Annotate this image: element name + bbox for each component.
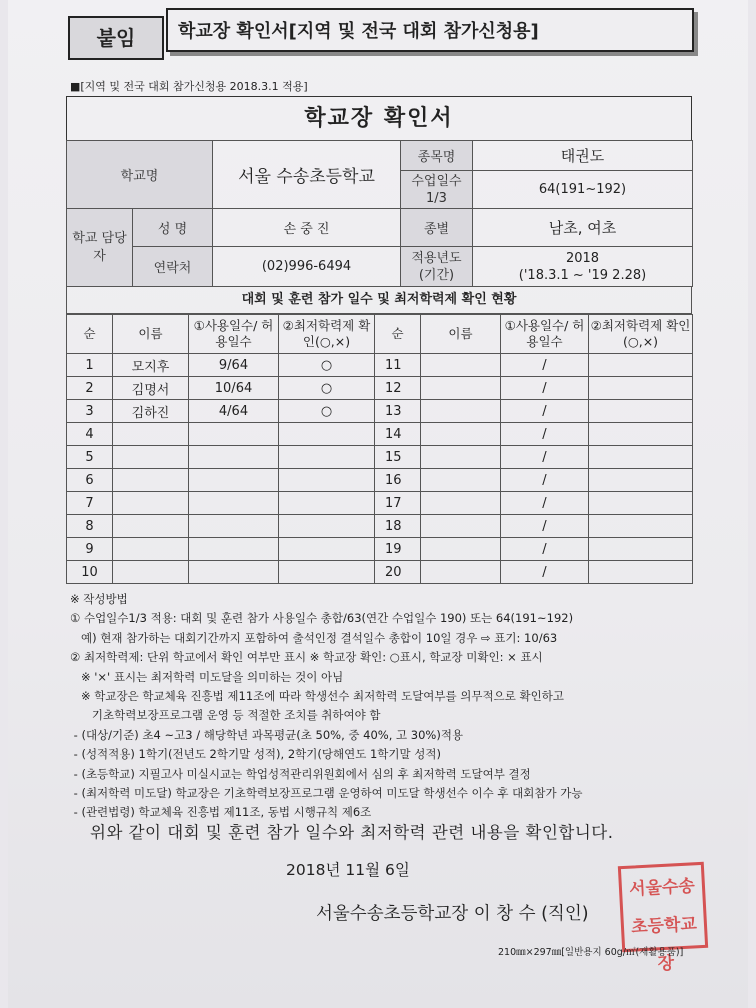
year-value: 2018 bbox=[565, 250, 600, 266]
table-row bbox=[67, 354, 693, 377]
row-number: 10 bbox=[67, 561, 113, 584]
attachment-tag: 붙임 bbox=[68, 16, 164, 60]
used-days bbox=[189, 492, 279, 515]
academic-check bbox=[589, 423, 693, 446]
event-label: 종목명 bbox=[401, 141, 473, 171]
official-seal bbox=[618, 862, 708, 975]
header-days: ①사용일수/ 허용일수 bbox=[189, 315, 279, 354]
student-name bbox=[421, 515, 501, 538]
row-number: 6 bbox=[67, 469, 113, 492]
row-number: 3 bbox=[67, 400, 113, 423]
confirmation-statement: 위와 같이 대회 및 훈련 참가 일수와 최저학력 관련 내용을 확인합니다. bbox=[90, 823, 614, 842]
student-name: 김명서 bbox=[113, 377, 189, 400]
student-name bbox=[421, 423, 501, 446]
table-row bbox=[67, 561, 693, 584]
instruction-line: ※ 학교장은 학교체육 진흥법 제11조에 따라 학생선수 최저학력 도달여부를 의무적으로 확인하고 bbox=[70, 689, 564, 704]
header-name: 이름 bbox=[113, 315, 189, 354]
used-days: / bbox=[501, 423, 589, 446]
days-label: 수업일수 1/3 bbox=[401, 171, 473, 209]
academic-check bbox=[589, 377, 693, 400]
contact-label: 연락처 bbox=[133, 247, 213, 287]
table-row bbox=[67, 377, 693, 400]
header-check: ②최저학력제 확인(○,×) bbox=[589, 315, 693, 354]
student-name bbox=[113, 492, 189, 515]
student-name bbox=[113, 515, 189, 538]
year-cell bbox=[473, 247, 693, 287]
student-name bbox=[421, 469, 501, 492]
student-name bbox=[421, 400, 501, 423]
used-days: / bbox=[501, 492, 589, 515]
table-row bbox=[67, 400, 693, 423]
contact-value: (02)996-6494 bbox=[213, 247, 401, 287]
used-days: 4/64 bbox=[189, 400, 279, 423]
info-table bbox=[66, 140, 693, 287]
student-name bbox=[421, 354, 501, 377]
student-name bbox=[113, 561, 189, 584]
row-number: 2 bbox=[67, 377, 113, 400]
student-name: 김하진 bbox=[113, 400, 189, 423]
table-row bbox=[67, 469, 693, 492]
instruction-line: 기초학력보장프로그램 운영 등 적절한 조치를 취하여야 함 bbox=[70, 708, 381, 723]
academic-check bbox=[279, 423, 375, 446]
header-no: 순 bbox=[375, 315, 421, 354]
academic-check bbox=[279, 561, 375, 584]
instruction-line: - (초등학교) 지필고사 미실시교는 학업성적관리위원회에서 심의 후 최저학력 도달여부 결정 bbox=[70, 766, 531, 781]
instruction-line: - (최저학력 미도달) 학교장은 기초학력보장프로그램 운영하여 미도달 학생선수 이수 후 대회참가 가능 bbox=[70, 786, 583, 801]
type-value: 남초, 여초 bbox=[473, 209, 693, 247]
instruction-line: - (관련법령) 학교체육 진흥법 제11조, 동법 시행규칙 제6조 bbox=[70, 805, 372, 820]
event-value: 태권도 bbox=[473, 141, 693, 171]
row-number: 9 bbox=[67, 538, 113, 561]
instruction-line: ※ '×' 표시는 최저학력 미도달을 의미하는 것이 아님 bbox=[70, 669, 344, 684]
academic-check: ○ bbox=[279, 377, 375, 400]
school-label: 학교명 bbox=[67, 141, 213, 209]
instruction-line: - (대상/기준) 초4 ~고3 / 해당학년 과목평균(초 50%, 중 40%, 고 30%)적용 bbox=[70, 727, 464, 742]
academic-check bbox=[589, 515, 693, 538]
used-days: / bbox=[501, 446, 589, 469]
academic-check bbox=[279, 515, 375, 538]
used-days: 10/64 bbox=[189, 377, 279, 400]
used-days: / bbox=[501, 515, 589, 538]
row-number: 19 bbox=[375, 538, 421, 561]
participation-table bbox=[66, 314, 693, 584]
header-days: ①사용일수/ 허용일수 bbox=[501, 315, 589, 354]
seal-text: 서울수송 초등학교장 bbox=[628, 876, 698, 975]
used-days: / bbox=[501, 400, 589, 423]
table-title: 대회 및 훈련 참가 일수 및 최저학력제 확인 현황 bbox=[66, 286, 692, 314]
row-number: 15 bbox=[375, 446, 421, 469]
type-label: 종별 bbox=[401, 209, 473, 247]
instruction-line: ※ 작성방법 bbox=[70, 592, 128, 606]
row-number: 5 bbox=[67, 446, 113, 469]
used-days bbox=[189, 515, 279, 538]
instruction-line: ② 최저학력제: 단위 학교에서 확인 여부만 표시 ※ 학교장 확인: ○표시, 학교장 미확인: × 표시 bbox=[70, 650, 543, 665]
row-number: 16 bbox=[375, 469, 421, 492]
table-row bbox=[67, 515, 693, 538]
row-number: 14 bbox=[375, 423, 421, 446]
student-name bbox=[113, 469, 189, 492]
row-number: 11 bbox=[375, 354, 421, 377]
year-label: 적용년도 (기간) bbox=[401, 247, 473, 287]
row-number: 20 bbox=[375, 561, 421, 584]
used-days: / bbox=[501, 377, 589, 400]
academic-check bbox=[589, 400, 693, 423]
staff-label: 학교 담당자 bbox=[67, 209, 133, 287]
table-row bbox=[67, 423, 693, 446]
academic-check bbox=[279, 492, 375, 515]
academic-check bbox=[279, 538, 375, 561]
student-name bbox=[113, 423, 189, 446]
academic-check bbox=[589, 469, 693, 492]
row-number: 8 bbox=[67, 515, 113, 538]
school-value: 서울 수송초등학교 bbox=[213, 141, 401, 209]
table-row bbox=[67, 446, 693, 469]
instructions bbox=[70, 590, 710, 823]
header-name: 이름 bbox=[421, 315, 501, 354]
academic-check: ○ bbox=[279, 354, 375, 377]
used-days bbox=[189, 423, 279, 446]
student-name bbox=[421, 561, 501, 584]
paper-spec: 210㎜×297㎜[일반용지 60g/㎡(재활용품)] bbox=[498, 947, 684, 958]
used-days bbox=[189, 538, 279, 561]
instruction-line: - (성적적용) 1학기(전년도 2학기말 성적), 2학기(당해연도 1학기말 성적) bbox=[70, 747, 441, 762]
academic-check: ○ bbox=[279, 400, 375, 423]
instruction-line: 예) 현재 참가하는 대회기간까지 포함하여 출석인정 결석일수 총합이 10일 경우 ⇨ 표기: 10/63 bbox=[70, 630, 558, 645]
row-number: 12 bbox=[375, 377, 421, 400]
days-value: 64(191~192) bbox=[473, 171, 693, 209]
table-row bbox=[67, 492, 693, 515]
student-name bbox=[113, 446, 189, 469]
row-number: 4 bbox=[67, 423, 113, 446]
academic-check bbox=[589, 354, 693, 377]
academic-check bbox=[589, 446, 693, 469]
academic-check bbox=[279, 446, 375, 469]
used-days: / bbox=[501, 469, 589, 492]
used-days: / bbox=[501, 538, 589, 561]
header-title: 학교장 확인서[지역 및 전국 대회 참가신청용] bbox=[166, 8, 694, 52]
used-days: / bbox=[501, 354, 589, 377]
issue-date: 2018년 11월 6일 bbox=[286, 861, 410, 879]
principal-signature: 서울수송초등학교장 이 창 수 (직인) bbox=[316, 904, 589, 924]
row-number: 18 bbox=[375, 515, 421, 538]
academic-check bbox=[589, 538, 693, 561]
academic-check bbox=[589, 561, 693, 584]
instruction-line: ① 수업일수1/3 적용: 대회 및 훈련 참가 사용일수 총합/63(연간 수업일수 190) 또는 64(191~192) bbox=[70, 611, 574, 626]
row-number: 1 bbox=[67, 354, 113, 377]
name-value: 손 중 진 bbox=[213, 209, 401, 247]
student-name bbox=[421, 538, 501, 561]
academic-check bbox=[279, 469, 375, 492]
document-page bbox=[8, 0, 748, 1008]
header-check: ②최저학력제 확인(○,×) bbox=[279, 315, 375, 354]
header-no: 순 bbox=[67, 315, 113, 354]
row-number: 13 bbox=[375, 400, 421, 423]
student-name bbox=[421, 377, 501, 400]
used-days bbox=[189, 469, 279, 492]
applicability-note: ■[지역 및 전국 대회 참가신청용 2018.3.1 적용] bbox=[70, 80, 308, 93]
student-name bbox=[421, 446, 501, 469]
student-name bbox=[113, 538, 189, 561]
row-number: 7 bbox=[67, 492, 113, 515]
student-name bbox=[421, 492, 501, 515]
name-label: 성 명 bbox=[133, 209, 213, 247]
used-days: / bbox=[501, 561, 589, 584]
period-value: ('18.3.1 ~ '19 2.28) bbox=[518, 267, 647, 283]
used-days bbox=[189, 561, 279, 584]
row-number: 17 bbox=[375, 492, 421, 515]
document-title: 학교장 확인서 bbox=[66, 96, 692, 140]
table-row bbox=[67, 538, 693, 561]
used-days bbox=[189, 446, 279, 469]
student-name: 모지후 bbox=[113, 354, 189, 377]
used-days: 9/64 bbox=[189, 354, 279, 377]
academic-check bbox=[589, 492, 693, 515]
